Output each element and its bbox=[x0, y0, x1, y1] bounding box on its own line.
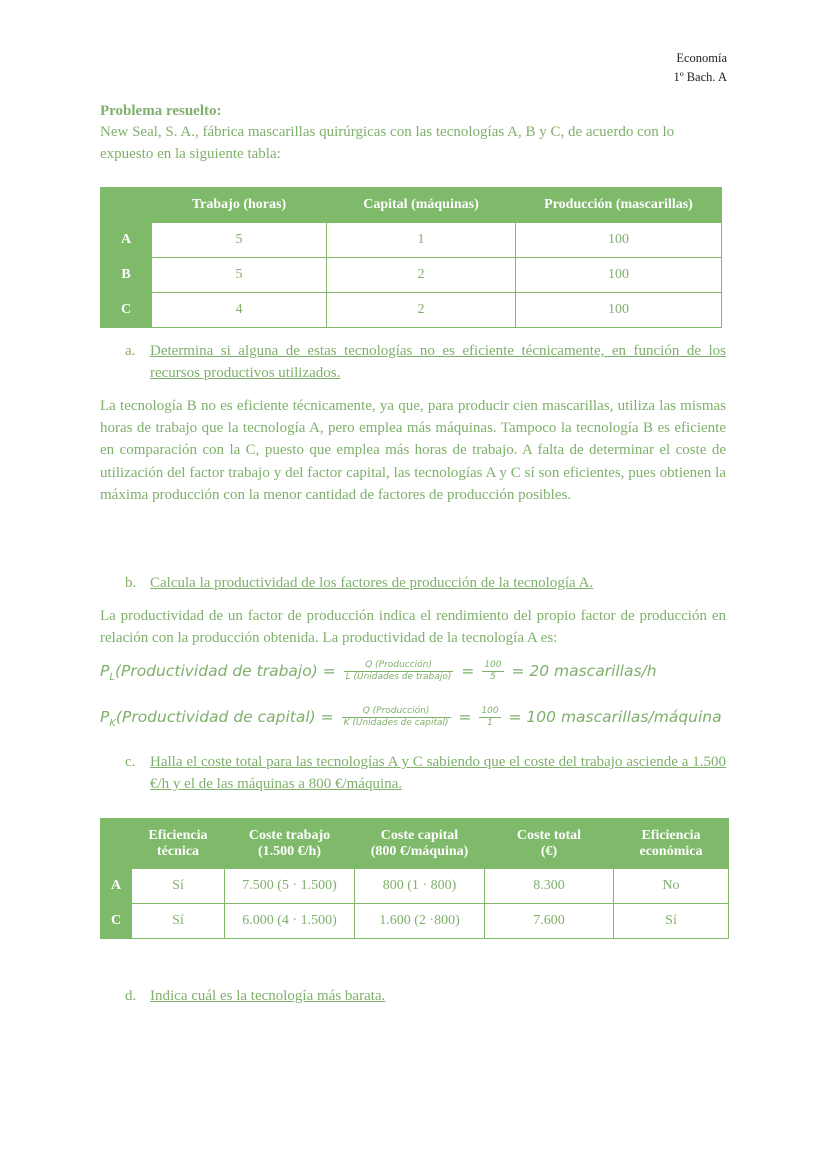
formula-fraction-values bbox=[479, 706, 500, 729]
question-d-label: d. bbox=[125, 988, 137, 1004]
question-d-text: Indica cuál es la tecnología más barata. bbox=[150, 988, 386, 1004]
cell: 100 bbox=[516, 258, 722, 293]
row-label: B bbox=[101, 258, 152, 293]
cell: Sí bbox=[132, 904, 225, 939]
question-b bbox=[122, 572, 726, 594]
question-d bbox=[122, 985, 726, 1007]
formula-equals: = bbox=[458, 708, 472, 726]
cell: 7.600 bbox=[485, 904, 614, 939]
col-header-trabajo: Trabajo (horas) bbox=[152, 188, 327, 223]
fraction-denominator: K (Unidades de capital) bbox=[343, 718, 449, 728]
question-b-text: Calcula la productividad de los factores de producción de la tecnología A. bbox=[150, 575, 594, 591]
col-header-coste-trabajo bbox=[225, 819, 355, 869]
cell: No bbox=[614, 869, 729, 904]
cell: 5 bbox=[152, 223, 327, 258]
table-header-row bbox=[101, 188, 722, 223]
row-label: A bbox=[101, 223, 152, 258]
table-row bbox=[101, 223, 722, 258]
table-corner bbox=[101, 188, 152, 223]
header-line: (€) bbox=[540, 843, 558, 859]
question-c-text: Halla el coste total para las tecnologías A y C sabiendo que el coste del trabajo asciende a 1.500 €/h y el de las máquinas a 800 €/máquina. bbox=[150, 754, 726, 792]
cell: 1.600 (2 ·800) bbox=[355, 904, 485, 939]
problem-title: Problema resuelto: bbox=[100, 103, 222, 119]
fraction-numerator: 100 bbox=[481, 706, 499, 716]
formula-equals: = bbox=[461, 662, 475, 680]
cell: 8.300 bbox=[485, 869, 614, 904]
header-line: Coste total bbox=[516, 827, 582, 843]
fraction-denominator: L (Unidades de trabajo) bbox=[345, 672, 452, 682]
cell: 100 bbox=[516, 293, 722, 328]
cell: 4 bbox=[152, 293, 327, 328]
header-line: Coste trabajo bbox=[248, 827, 331, 843]
header-line: (800 €/máquina) bbox=[370, 843, 469, 859]
cell: 2 bbox=[327, 293, 516, 328]
col-header-capital: Capital (máquinas) bbox=[327, 188, 516, 223]
fraction-denominator: 5 bbox=[490, 672, 496, 682]
answer-a: La tecnología B no es eficiente técnicamente, ya que, para producir cien mascarillas, utiliza las mismas horas de trabajo que la tecnología A, pero emplea más máquinas. Tampoco la tecnología B es eficiente en comparación con la C, puesto que emplea más horas de trabajo. A falta de determinar el coste de utilización del factor trabajo y del factor capital, las tecnologías A y C sí son eficientes, pues obtienen la máxima producción con la menor cantidad de factores de producción posibles. bbox=[100, 398, 726, 503]
costs-table bbox=[100, 818, 729, 939]
cell: 1 bbox=[327, 223, 516, 258]
formula-labor-productivity bbox=[100, 660, 657, 683]
table-row bbox=[101, 869, 729, 904]
table-corner bbox=[101, 819, 132, 869]
formula-fraction bbox=[342, 706, 451, 729]
formula-fraction bbox=[344, 660, 454, 683]
question-a-label: a. bbox=[125, 343, 136, 359]
cell: 7.500 (5 · 1.500) bbox=[225, 869, 355, 904]
formula-result: = 20 mascarillas/h bbox=[511, 662, 657, 680]
cell: Sí bbox=[132, 869, 225, 904]
row-label: C bbox=[101, 904, 132, 939]
question-c-label: c. bbox=[125, 754, 136, 770]
formula-lhs: (Productividad de capital) = bbox=[115, 708, 334, 726]
header-line: Coste capital bbox=[380, 827, 459, 843]
formula-result: = 100 mascarillas/máquina bbox=[508, 708, 722, 726]
cell: 100 bbox=[516, 223, 722, 258]
fraction-numerator: Q (Producción) bbox=[342, 706, 451, 718]
cell: 5 bbox=[152, 258, 327, 293]
question-b-label: b. bbox=[125, 575, 137, 591]
formula-subscript: L bbox=[109, 672, 115, 684]
question-c bbox=[122, 751, 726, 795]
header-course: 1º Bach. A bbox=[673, 70, 727, 84]
formula-lhs: (Productividad de trabajo) = bbox=[114, 662, 336, 680]
col-header-coste-total bbox=[485, 819, 614, 869]
table-row bbox=[101, 258, 722, 293]
formula-symbol: P bbox=[100, 662, 110, 680]
header-line: económica bbox=[639, 843, 703, 859]
col-header-eficiencia-tecnica bbox=[132, 819, 225, 869]
header-line: (1.500 €/h) bbox=[258, 843, 321, 859]
fraction-numerator: 100 bbox=[484, 660, 502, 670]
answer-b: La productividad de un factor de producción indica el rendimiento del propio factor de producción en relación con la producción obtenida. La productividad de la tecnología A es: bbox=[100, 608, 726, 647]
formula-symbol: P bbox=[100, 708, 110, 726]
question-a-text: Determina si alguna de estas tecnologías no es eficiente técnicamente, en función de los recursos productivos utilizados. bbox=[150, 343, 726, 381]
table-row bbox=[101, 293, 722, 328]
problem-intro: New Seal, S. A., fábrica mascarillas quirúrgicas con las tecnologías A, B y C, de acuerdo con lo expuesto en la siguiente tabla: bbox=[100, 124, 675, 163]
header-line: técnica bbox=[157, 843, 199, 859]
row-label: C bbox=[101, 293, 152, 328]
technologies-table bbox=[100, 187, 722, 328]
formula-capital-productivity bbox=[100, 706, 722, 729]
cell: 6.000 (4 · 1.500) bbox=[225, 904, 355, 939]
cell: 800 (1 · 800) bbox=[355, 869, 485, 904]
fraction-numerator: Q (Producción) bbox=[344, 660, 454, 672]
cell: Sí bbox=[614, 904, 729, 939]
header-line: Eficiencia bbox=[148, 827, 208, 843]
fraction-denominator: 1 bbox=[487, 718, 493, 728]
table-header-row bbox=[101, 819, 729, 869]
header-subject: Economía bbox=[676, 51, 727, 65]
table-row bbox=[101, 904, 729, 939]
col-header-produccion: Producción (mascarillas) bbox=[516, 188, 722, 223]
formula-subscript: K bbox=[109, 718, 116, 730]
col-header-coste-capital bbox=[355, 819, 485, 869]
formula-fraction-values bbox=[482, 660, 503, 683]
cell: 2 bbox=[327, 258, 516, 293]
question-a bbox=[122, 340, 726, 384]
header-line: Eficiencia bbox=[641, 827, 701, 843]
col-header-eficiencia-economica bbox=[614, 819, 729, 869]
row-label: A bbox=[101, 869, 132, 904]
